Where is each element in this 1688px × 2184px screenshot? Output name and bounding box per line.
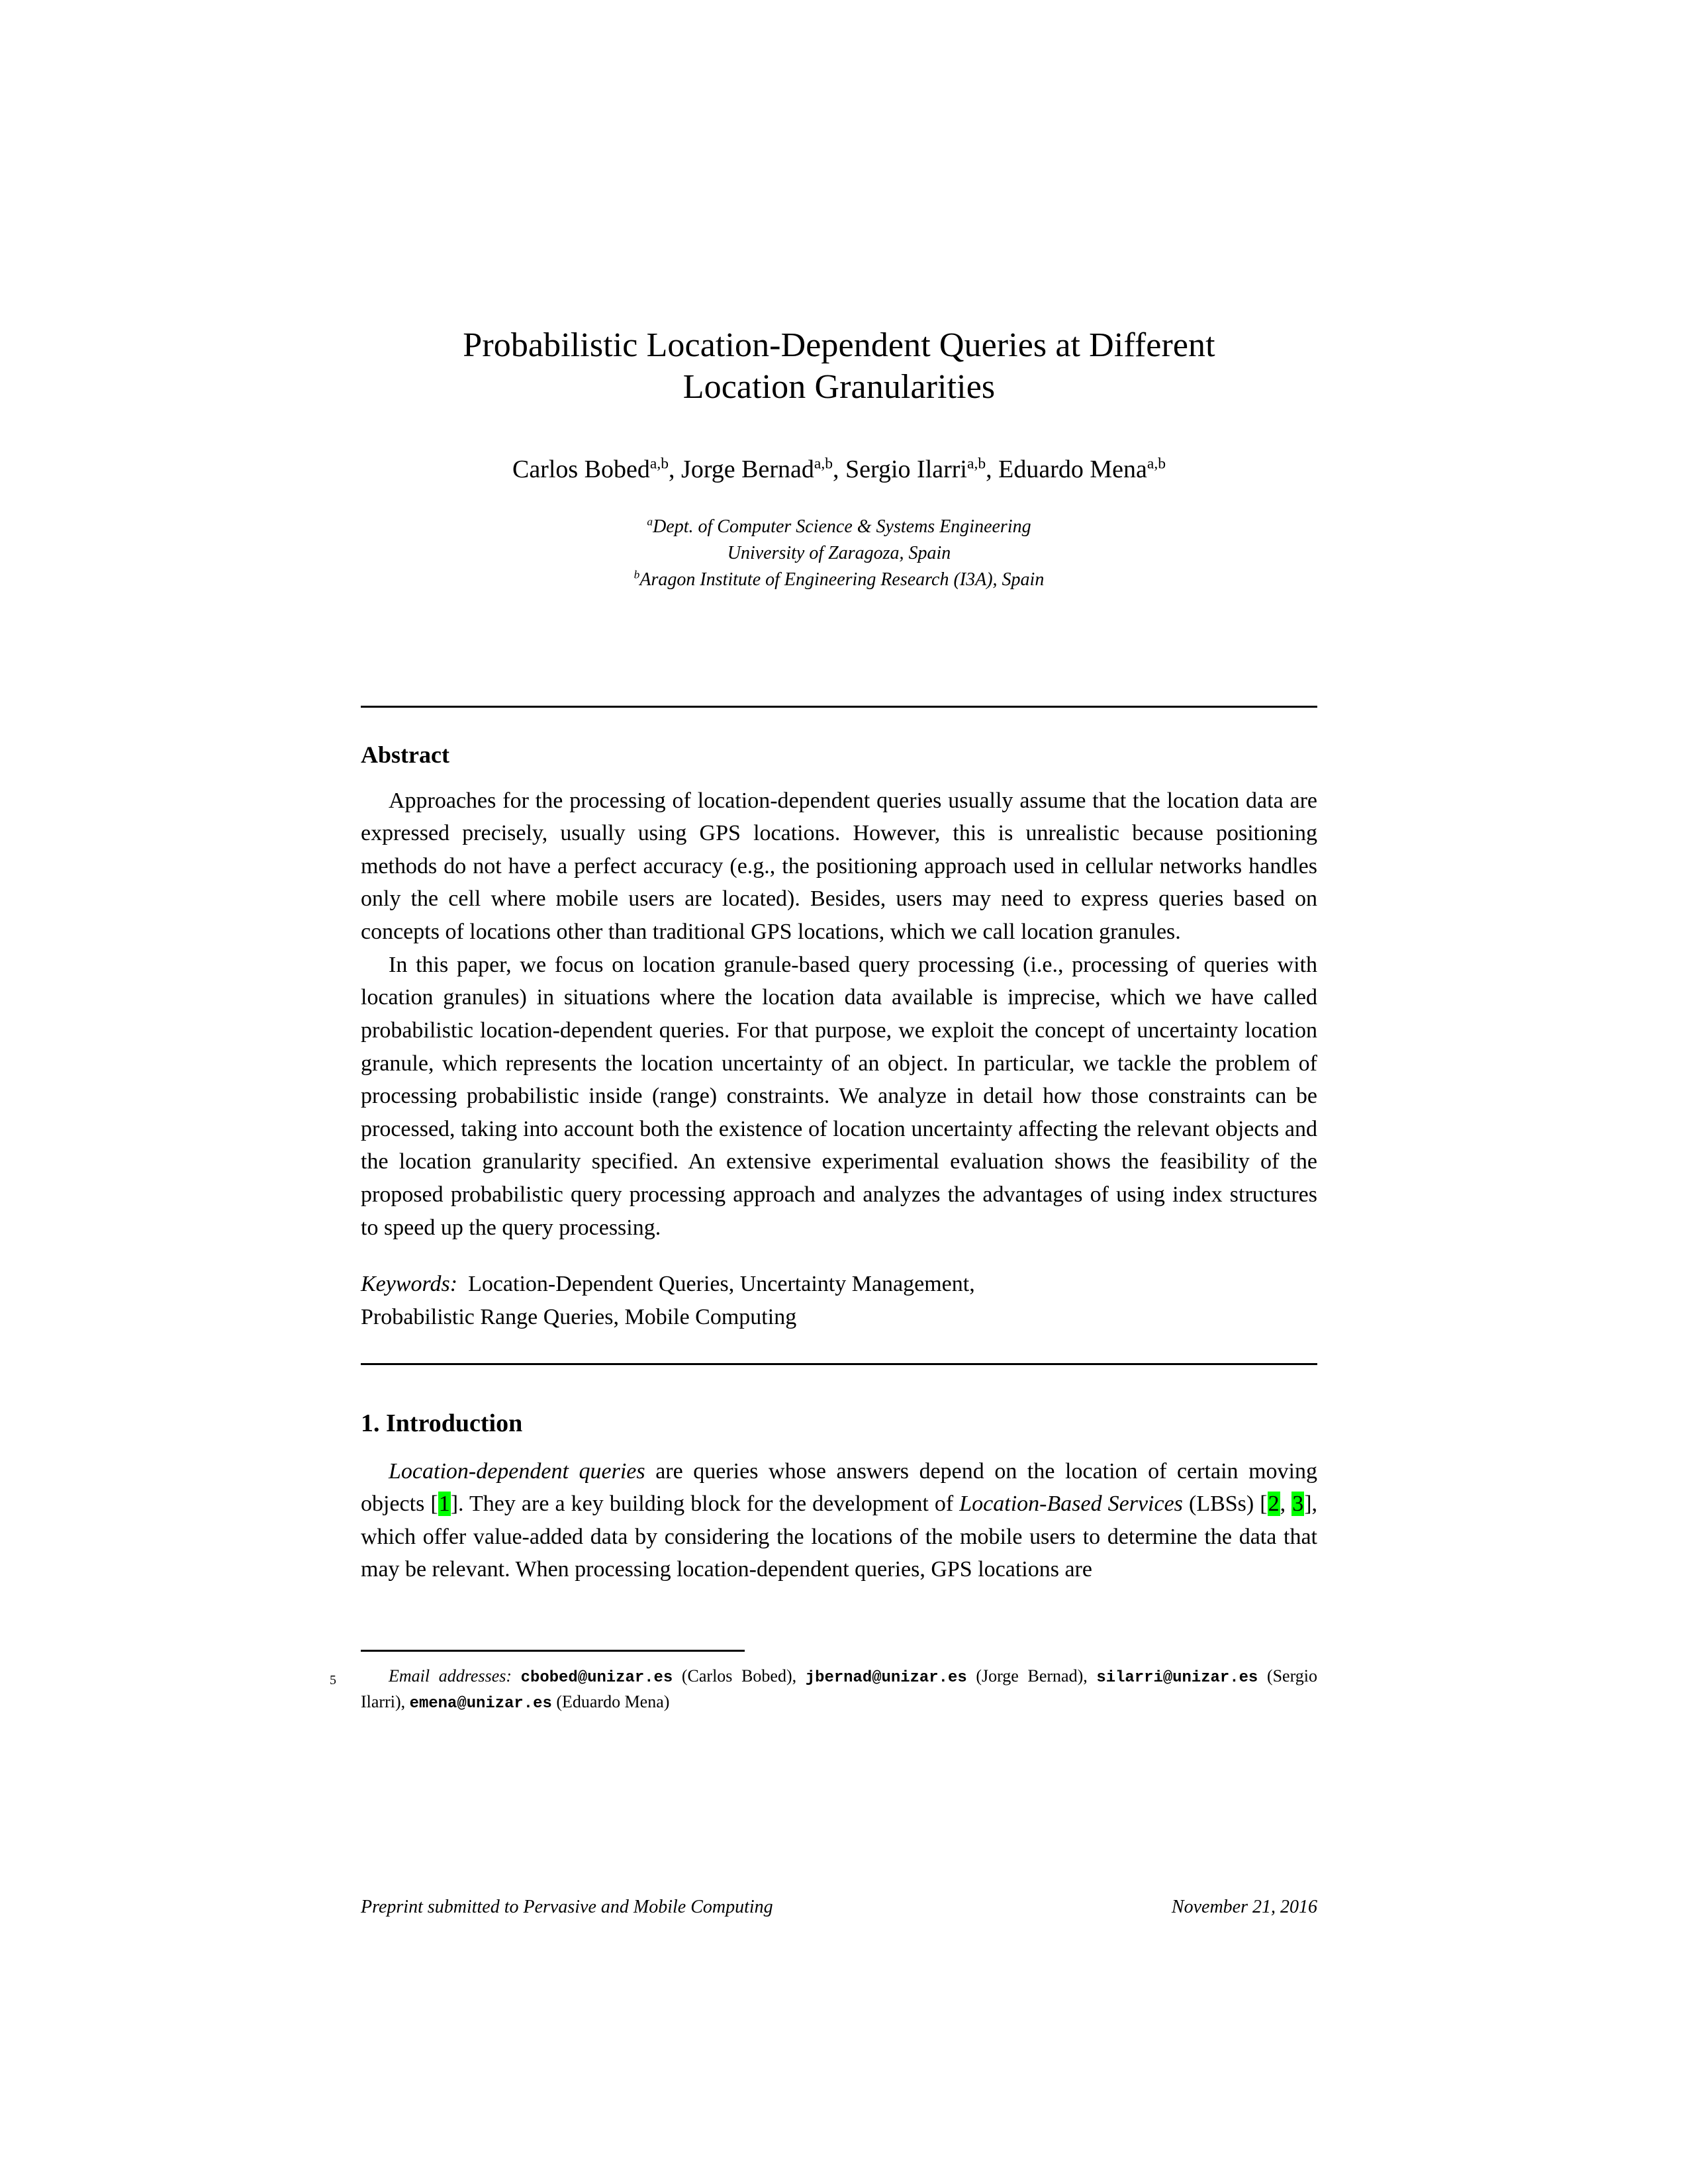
email-owner: (Sergio Ilarri) bbox=[361, 1666, 1318, 1712]
email-address[interactable]: silarri@unizar.es bbox=[1096, 1669, 1258, 1687]
citation-link-2[interactable]: 2 bbox=[1268, 1492, 1280, 1517]
abstract-paragraph-2: In this paper, we focus on location granule-based query processing (i.e., processing of queries with location granules) in situations where the location data available is imprecise, which we have called probabilistic location-dependent queries. For that purpose, we exploit the concept of uncertainty location granule, which represents the location uncertainty of an object. In particular, we tackle the problem of processing probabilistic inside (range) constraints. We analyze in detail how those constraints can be processed, taking into account both the existence of location uncertainty affecting the relevant objects and the location granularity specified. An extensive experimental evaluation shows the feasibility of the proposed probabilistic query processing approach and analyzes the advantages of using index structures to speed up the query processing. bbox=[361, 952, 1317, 1240]
affiliation-a-line1: Dept. of Computer Science & Systems Engineering bbox=[653, 516, 1031, 538]
intro-text-5: (LBSs) bbox=[1182, 1492, 1260, 1517]
email-owner: (Eduardo Mena) bbox=[556, 1692, 670, 1712]
content-column bbox=[361, 0, 1317, 1716]
author-separator: , bbox=[833, 455, 846, 483]
email-address[interactable]: emena@unizar.es bbox=[409, 1695, 552, 1713]
author bbox=[998, 455, 1166, 483]
author-separator: , bbox=[986, 455, 999, 483]
page-title bbox=[361, 0, 1317, 408]
affiliation-b-line1: Aragon Institute of Engineering Research (I3A), Spain bbox=[639, 569, 1045, 590]
keywords-label: Keywords: bbox=[361, 1272, 458, 1297]
title-line-2: Location Granularities bbox=[682, 368, 996, 406]
author-name: Carlos Bobed bbox=[512, 455, 650, 483]
line-number-marker: 5 bbox=[330, 1673, 336, 1687]
abstract-heading: Abstract bbox=[361, 741, 449, 768]
author-list bbox=[361, 408, 1317, 486]
introduction-paragraph: Location-dependent queries are queries whose answers depend on the location of certain moving objects [1]. They are a key building block for the development of Location-Based Services (LBSs) [2, 3], which offer value-added data by considering the locations of the mobile users to determine the data that may be relevant. When processing location-dependent queries, GPS locations are bbox=[361, 1458, 1318, 1582]
author-affil-mark: a,b bbox=[814, 455, 833, 473]
keywords-line-1: Location-Dependent Queries, Uncertainty Management, bbox=[468, 1272, 975, 1297]
affiliation-block bbox=[361, 486, 1317, 593]
email-address[interactable]: jbernad@unizar.es bbox=[805, 1669, 967, 1687]
affiliation-mark-b: b bbox=[633, 568, 640, 581]
author bbox=[845, 455, 986, 483]
author-affil-mark: a,b bbox=[649, 455, 669, 473]
affiliation-mark-a: a bbox=[647, 515, 653, 528]
email-address[interactable]: cbobed@unizar.es bbox=[520, 1669, 673, 1687]
email-owner: (Carlos Bobed) bbox=[681, 1666, 792, 1686]
author-separator: , bbox=[669, 455, 682, 483]
footer-preprint-note: Preprint submitted to Pervasive and Mobile Computing bbox=[361, 1897, 773, 1917]
keywords-line-2: Probabilistic Range Queries, Mobile Computing bbox=[361, 1304, 797, 1329]
intro-text-2: are queries whose answers depend on the location of certain moving objects bbox=[361, 1458, 1317, 1517]
affiliation-b bbox=[361, 567, 1317, 593]
footer-date: November 21, 2016 bbox=[1171, 1897, 1317, 1917]
footnote-email-addresses bbox=[361, 1652, 1317, 1716]
citation-link-3[interactable]: 3 bbox=[1292, 1492, 1304, 1517]
email-owner: (Jorge Bernad) bbox=[976, 1666, 1084, 1686]
email-separator: , bbox=[792, 1666, 806, 1686]
page-footer bbox=[361, 1897, 1317, 1918]
title-line-1: Probabilistic Location-Dependent Queries at Different bbox=[463, 326, 1215, 364]
intro-emphasis-2: Location-Based Services bbox=[959, 1492, 1183, 1517]
affiliation-a bbox=[361, 514, 1317, 540]
intro-emphasis-1: Location-dependent queries bbox=[389, 1458, 645, 1484]
affiliation-a-line2-wrap bbox=[361, 540, 1317, 567]
abstract-paragraph-1: Approaches for the processing of location-dependent queries usually assume that the location data are expressed precisely, usually using GPS locations. However, this is unrealistic because positioning methods do not have a perfect accuracy (e.g., the positioning approach used in cellular networks handles only the cell where mobile users are located). Besides, users may need to express queries based on concepts of locations other than traditional GPS locations, which we call location granules. bbox=[361, 788, 1317, 945]
email-separator: , bbox=[1083, 1666, 1097, 1686]
intro-text-3: . They are a key building block for the development of bbox=[458, 1492, 960, 1517]
author-name: Sergio Ilarri bbox=[845, 455, 967, 483]
email-separator: , bbox=[400, 1692, 410, 1712]
section-heading-introduction: 1. Introduction bbox=[361, 1409, 523, 1437]
intro-text-6: , which offer value-added data by considering the locations of the mobile users to determine the data that may be relevant. When processing location-dependent queries, GPS locations are bbox=[361, 1492, 1318, 1582]
author bbox=[512, 455, 669, 483]
author-affil-mark: a,b bbox=[1147, 455, 1166, 473]
keywords-block bbox=[361, 1244, 1317, 1333]
author-name: Jorge Bernad bbox=[681, 455, 814, 483]
citation-link-1[interactable]: 1 bbox=[438, 1492, 450, 1517]
footnote-label: Email addresses: bbox=[389, 1666, 512, 1686]
affiliation-a-line2: University of Zaragoza, Spain bbox=[727, 543, 951, 564]
author-name: Eduardo Mena bbox=[998, 455, 1147, 483]
author-affil-mark: a,b bbox=[967, 455, 986, 473]
author bbox=[681, 455, 833, 483]
